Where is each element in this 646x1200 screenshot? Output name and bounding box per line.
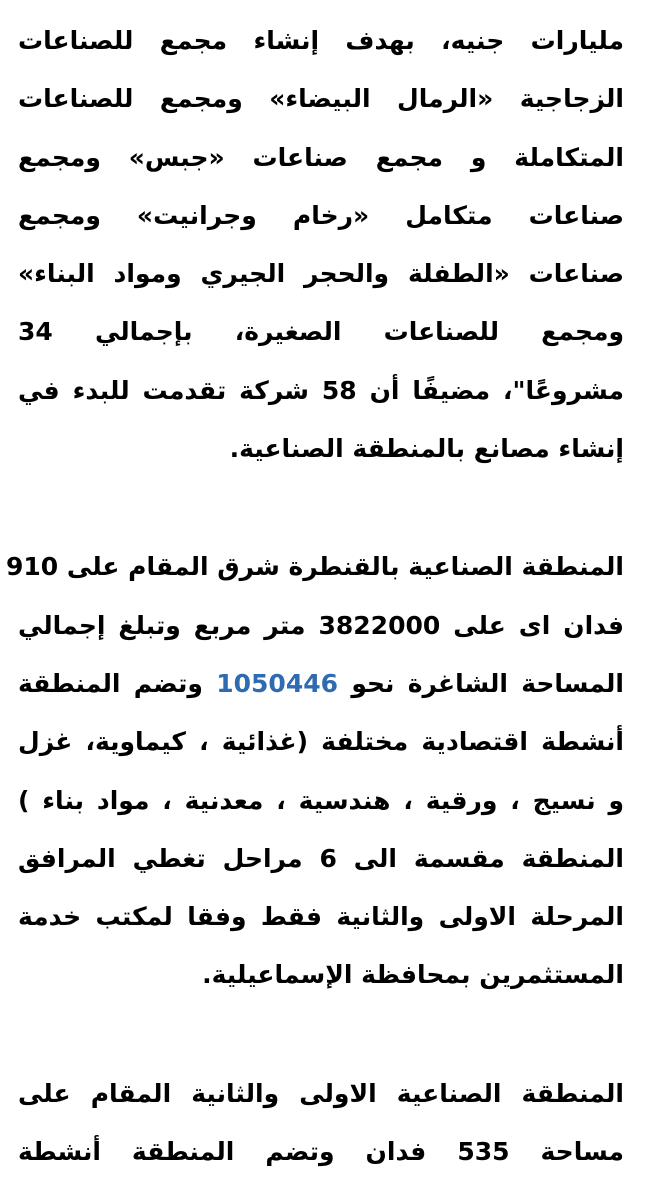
text-line: ومجمع للصناعات الصغيرة، بإجمالي 34 [18, 317, 624, 347]
text-line: المرحلة الاولى والثانية فقط وفقا لمكتب خدمة [18, 902, 624, 932]
area-number-link[interactable]: 1050446 [216, 668, 339, 698]
text-line: المستثمرين بمحافظة الإسماعيلية. [202, 960, 624, 990]
text-line: إنشاء مصانع بالمنطقة الصناعية. [229, 434, 624, 464]
text-line: الزجاجية «الرمال البيضاء» ومجمع للصناعات [18, 84, 624, 114]
text-line: فدان اى على 3822000 متر مربع وتبلغ إجمالي [18, 610, 624, 640]
text-line: و نسيج ، ورقية ، هندسية ، معدنية ، مواد بناء ) [18, 785, 624, 815]
text-line: المتكاملة و مجمع صناعات «جبس» ومجمع [18, 142, 624, 172]
text-run: المساحة الشاغرة نحو [351, 668, 624, 698]
text-line: صناعات متكامل «رخام وجرانيت» ومجمع [18, 200, 624, 230]
paragraph-spacer [18, 1005, 624, 1065]
text-line: مشروعًا"، مضيفًا أن 58 شركة تقدمت للبدء في [18, 375, 624, 405]
text-line: المنطقة مقسمة الى 6 مراحل تغطي المرافق [18, 843, 624, 873]
text-line: مليارات جنيه، بهدف إنشاء مجمع للصناعات [18, 26, 624, 55]
paragraph-first-second-zone [18, 1065, 624, 1182]
text-line: صناعات «الطفلة والحجر الجيري ومواد البناء» [18, 259, 624, 289]
text-line: المنطقة الصناعية بالقنطرة شرق المقام على 910 [6, 552, 624, 582]
text-run: وتضم المنطقة [18, 668, 203, 698]
paragraph-qantara-east-zone [6, 538, 624, 1004]
paragraph-spacer [18, 478, 624, 538]
text-line: أنشطة اقتصادية مختلفة (غذائية ، كيماوية، غزل [18, 727, 624, 757]
text-line-with-link [18, 655, 624, 713]
text-line: مساحة 535 فدان وتضم المنطقة أنشطة [18, 1137, 625, 1167]
paragraph-investment-complexes [18, 12, 624, 478]
text-line: المنطقة الصناعية الاولى والثانية المقام على [18, 1078, 624, 1108]
